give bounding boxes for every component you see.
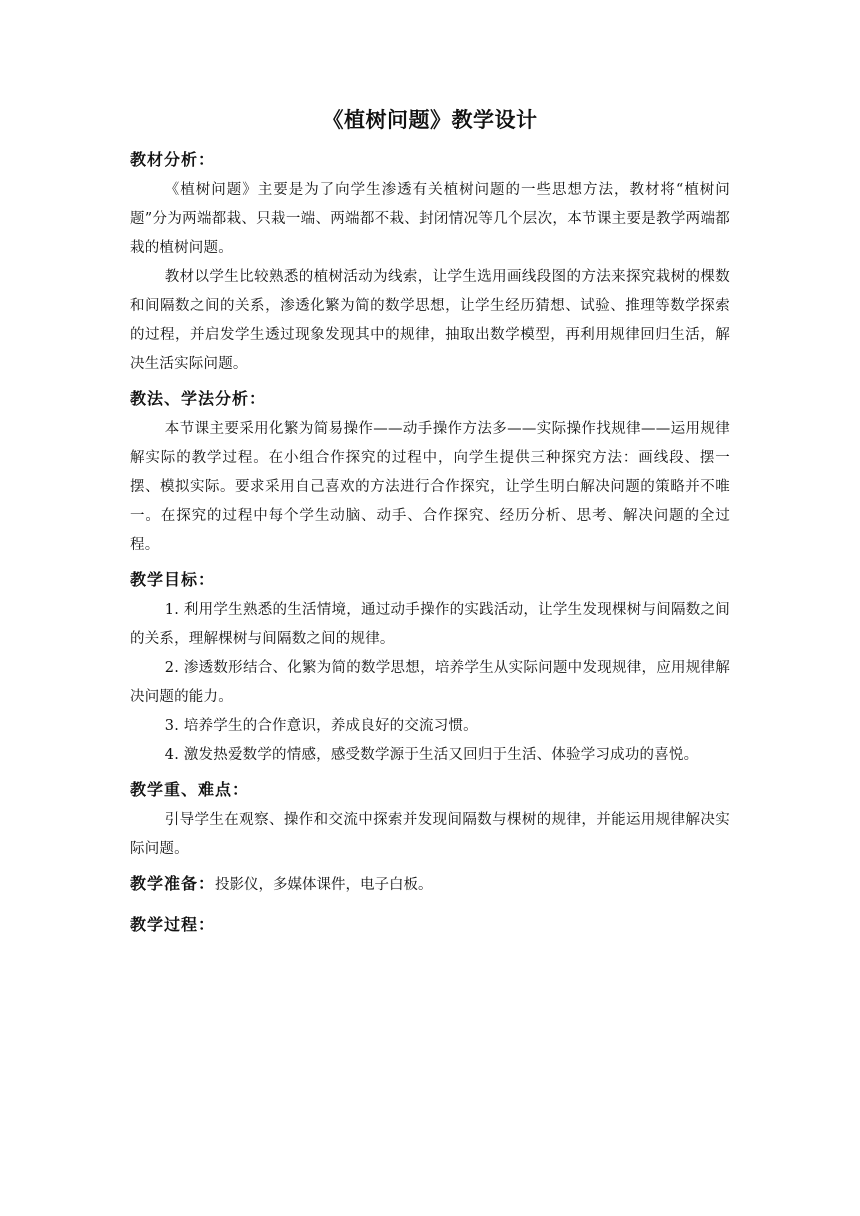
key-points-paragraph-1: 引导学生在观察、操作和交流中探索并发现间隔数与棵树的规律，并能运用规律解决实际问题。	[130, 812, 730, 857]
goal-item-1: 1. 利用学生熟悉的生活情境，通过动手操作的实践活动，让学生发现棵树与间隔数之间的关系，理解棵树与间隔数之间的规律。	[130, 602, 730, 647]
goal-item-3: 3. 培养学生的合作意识，养成良好的交流习惯。	[164, 718, 478, 734]
section-heading-preparation: 教学准备：	[130, 874, 216, 893]
section-heading-method-analysis: 教法、学法分析：	[130, 389, 267, 408]
preparation-text: 投影仪，多媒体课件，电子白板。	[215, 877, 433, 893]
document-content	[130, 100, 730, 941]
material-analysis-paragraph-2: 教材以学生比较熟悉的植树活动为线索，让学生选用画线段图的方法来探究栽树的棵数和间隔数之间的关系，渗透化繁为简的数学思想，让学生经历猜想、试验、推理等数学探索的过程，并启发学生透过现象发现其中的规律，抽取出数学模型，再利用规律回归生活，解决生活实际问题。	[130, 269, 730, 372]
goal-item-4: 4. 激发热爱数学的情感，感受数学源于生活又回归于生活、体验学习成功的喜悦。	[164, 747, 699, 763]
preparation-line	[130, 870, 730, 899]
section-heading-key-points: 教学重、难点：	[130, 780, 250, 799]
section-heading-material-analysis: 教材分析：	[130, 150, 216, 169]
section-heading-goals: 教学目标：	[130, 570, 216, 589]
material-analysis-paragraph-1: 《植树问题》主要是为了向学生渗透有关植树问题的一些思想方法，教材将“植树问题”分为两端都栽、只栽一端、两端都不栽、封闭情况等几个层次，本节课主要是教学两端都栽的植树问题。	[130, 182, 730, 256]
section-heading-process: 教学过程：	[130, 915, 216, 934]
document-title: 《植树问题》教学设计	[322, 107, 538, 132]
method-analysis-paragraph-1: 本节课主要采用化繁为简易操作——动手操作方法多——实际操作找规律——运用规律解实际的教学过程。在小组合作探究的过程中，向学生提供三种探究方法：画线段、摆一摆、模拟实际。要求采用自己喜欢的方法进行合作探究，让学生明白解决问题的策略并不唯一。在探究的过程中每个学生动脑、动手、合作探究、经历分析、思考、解决问题的全过程。	[130, 421, 730, 553]
goal-item-2: 2. 渗透数形结合、化繁为简的数学思想，培养学生从实际问题中发现规律，应用规律解决问题的能力。	[130, 660, 730, 705]
